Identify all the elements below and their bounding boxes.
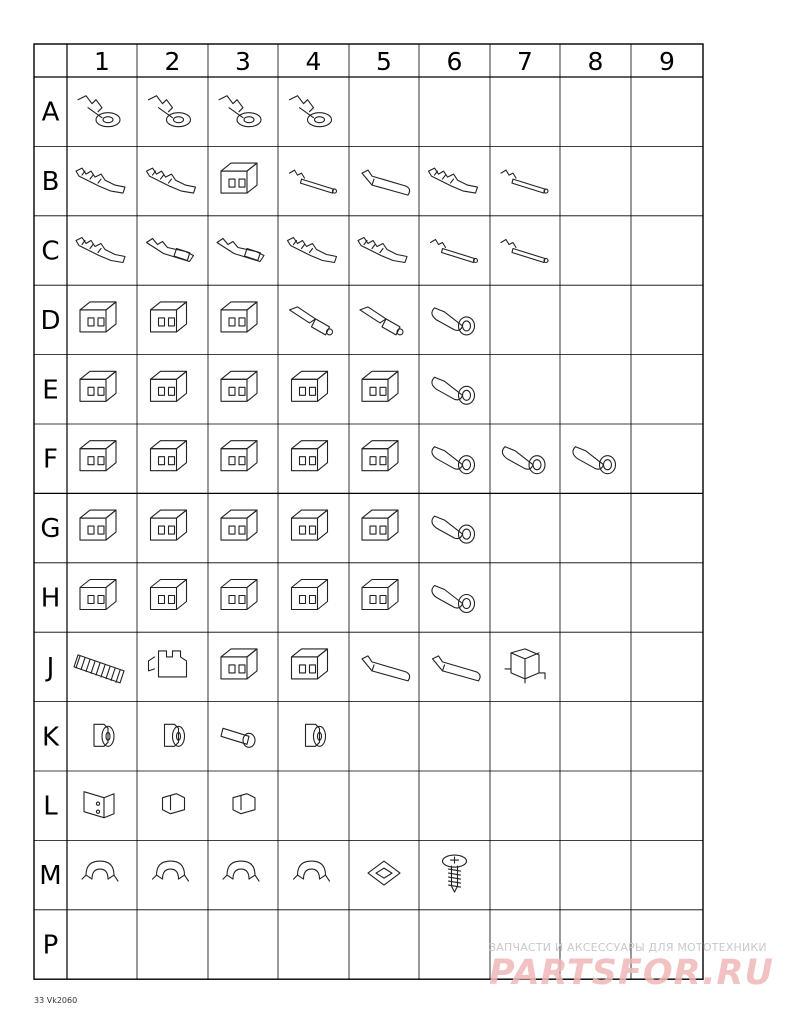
pin-terminal-icon [290,170,337,193]
clip-icon [233,794,255,814]
sealed-connector-icon [432,586,475,613]
bracket-icon [84,792,114,818]
ring-terminal-icon [290,96,332,127]
column-label-6: 6 [446,47,463,76]
row-label-H: H [40,583,61,614]
plug-icon [221,728,255,747]
column-label-3: 3 [235,47,251,76]
row-label-K: K [41,722,60,753]
grommet-icon [165,724,185,746]
row-label-D: D [40,305,61,336]
pin-terminal-icon [431,240,478,263]
connector-housing-icon [80,510,116,540]
connector-housing-icon [362,510,398,540]
row-label-M: M [39,861,62,892]
sealed-connector-icon [432,308,475,335]
column-label-9: 9 [659,47,675,76]
watermark-logo: PARTSFOR.RU [489,953,774,993]
bullet-terminal-icon [433,656,481,681]
connector-housing-icon [362,371,398,401]
row-label-A: A [41,97,60,128]
row-label-P: P [42,930,59,961]
cable-clip-icon [223,861,259,881]
ring-terminal-icon [149,96,191,127]
corrugated-sleeve-icon [74,655,124,683]
row-label-J: J [46,652,55,683]
row-label-C: C [41,236,60,267]
sealed-connector-icon [432,516,475,543]
connector-housing-icon [221,510,257,540]
sealed-terminal-icon [290,307,333,335]
column-labels [94,47,675,76]
connector-housing-icon [362,441,398,471]
flag-terminal-icon [147,239,194,262]
column-label-5: 5 [376,47,392,76]
row-label-G: G [40,514,61,545]
clip-icon [163,794,185,814]
connector-housing-icon [80,580,116,610]
column-label-2: 2 [164,47,181,76]
bullet-terminal-icon [362,170,410,195]
sealed-connector-icon [573,447,616,474]
connector-housing-icon [151,302,187,332]
connector-housing-icon [221,371,257,401]
connector-housing-icon [292,649,328,679]
connector-housing-icon [292,580,328,610]
sealed-connector-icon [432,447,475,474]
cable-clip-icon [294,861,330,881]
connector-housing-icon [221,441,257,471]
crimp-terminal-icon [76,168,125,193]
cable-clip-icon [153,861,189,881]
crimp-terminal-icon [358,238,407,263]
connector-housing-icon [80,371,116,401]
column-label-1: 1 [94,47,110,76]
grommet-icon [306,724,326,746]
tie-mount-icon [368,861,400,885]
ring-terminal-icon [78,96,120,127]
fuse-holder-icon [149,651,187,677]
cable-clip-icon [82,861,118,881]
row-labels [39,98,61,961]
connector-housing-icon [292,371,328,401]
column-label-8: 8 [587,47,604,76]
grid-lines [34,44,703,979]
connector-housing-icon [80,302,116,332]
connector-housing-icon [362,580,398,610]
bullet-terminal-icon [362,656,410,681]
crimp-terminal-icon [76,238,125,263]
watermark-tagline: ЗАПЧАСТИ И АКСЕССУАРЫ ДЛЯ МОТОТЕХНИКИ [489,941,767,954]
connector-housing-icon [292,441,328,471]
figure-code: 33 Vk2060 [34,996,78,1005]
column-label-4: 4 [305,47,322,76]
crimp-terminal-icon [147,168,196,193]
connector-housing-icon [80,441,116,471]
connector-housing-icon [221,163,257,193]
connector-housing-icon [151,580,187,610]
screw-icon [443,855,467,892]
row-label-B: B [41,167,60,198]
connector-housing-icon [151,371,187,401]
sealed-connector-icon [502,447,545,474]
connector-housing-icon [221,580,257,610]
crimp-terminal-icon [288,238,337,263]
grommet-icon [94,724,114,746]
connector-housing-icon [151,441,187,471]
pin-terminal-icon [501,170,548,193]
row-label-L: L [43,791,58,822]
sealed-terminal-icon [360,307,403,335]
relay-icon [505,649,545,683]
pin-terminal-icon [501,240,548,263]
ring-terminal-icon [219,96,261,127]
sealed-connector-icon [432,377,475,404]
connector-housing-icon [221,302,257,332]
crimp-terminal-icon [429,168,478,193]
column-label-7: 7 [517,47,533,76]
row-label-E: E [42,375,59,406]
flag-terminal-icon [217,239,264,262]
connector-housing-icon [221,649,257,679]
connector-housing-icon [151,510,187,540]
row-label-F: F [43,444,58,475]
connector-housing-icon [292,510,328,540]
